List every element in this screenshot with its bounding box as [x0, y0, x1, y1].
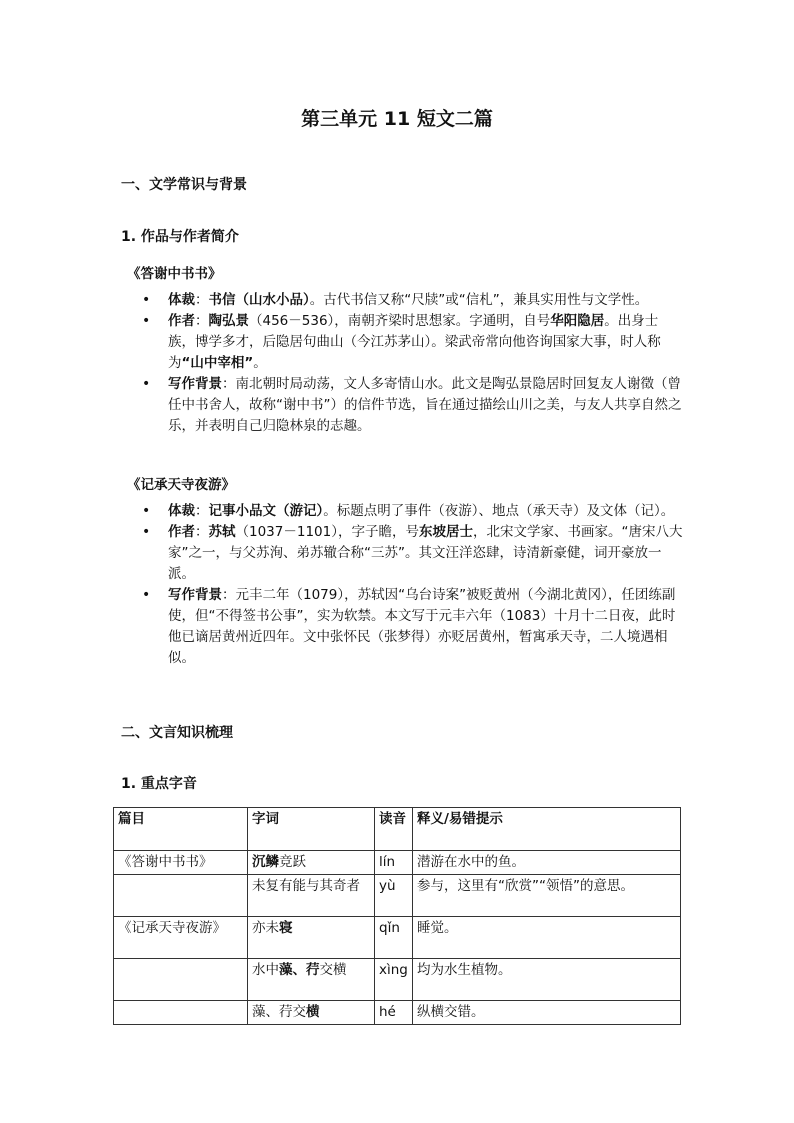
label-separator: ： [222, 587, 236, 603]
table-row [114, 917, 681, 959]
emphasis-text: “山中宰相” [181, 355, 254, 371]
bullet-label: 写作背景 [168, 587, 222, 603]
body-text: 。出身士族，博学多才，后隐居句曲山（今江苏茅山）。梁武帝常向他咨询国家大事，时人称为 [168, 313, 661, 371]
cell-pinyin: yù [375, 875, 413, 917]
word-text: 水中 [252, 962, 279, 978]
table-row [114, 1001, 681, 1025]
bullet-item [140, 522, 685, 585]
word-text: 未复有能与其奇者 [252, 878, 360, 894]
cell-meaning: 纵横交错。 [413, 1001, 681, 1025]
bullet-item [140, 585, 685, 669]
section2-sub1: 1. 重点字音 [121, 776, 197, 792]
work1-title: 《答谢中书书》 [127, 266, 222, 282]
cell-work [114, 959, 248, 1001]
key-character: 寝 [279, 920, 293, 936]
section2-heading: 二、文言知识梳理 [121, 725, 233, 741]
word-text: 交横 [319, 962, 347, 978]
cell-pinyin: xìng [375, 959, 413, 1001]
body-text: （456－536），南朝齐梁时思想家。字通明，自号 [249, 313, 551, 329]
bullet-item [140, 501, 685, 522]
work2-bullet-list [140, 501, 685, 669]
bullet-label: 写作背景 [168, 376, 222, 392]
label-separator: ： [195, 524, 209, 540]
section1-sub1: 1. 作品与作者简介 [121, 229, 239, 245]
emphasis-text: 华阳隐居 [550, 313, 605, 329]
body-text: ，北宋文学家、书画家。“唐宋八大家”之一，与父苏洵、弟苏辙合称“三苏”。其文汪洋恣肆，诗清新豪健，词开豪放一派。 [168, 524, 683, 582]
cell-word [248, 917, 375, 959]
emphasis-text: 东坡居士 [418, 524, 473, 540]
table-row [114, 851, 681, 875]
emphasis-text: 书信（山水小品） [208, 292, 310, 308]
pronunciation-table [113, 807, 681, 1025]
emphasis-text: 陶弘景 [208, 313, 249, 329]
body-text: 南北朝时局动荡，文人多寄情山水。此文是陶弘景隐居时回复友人谢徵（曾任中书舍人，故称“谢中书”）的信件节选，旨在通过描绘山川之美，与友人共享自然之乐，并表明自己归隐林泉的志趣。 [168, 376, 682, 434]
body-text: （1037－1101），字子瞻，号 [235, 524, 419, 540]
cell-word [248, 851, 375, 875]
cell-work [114, 1001, 248, 1025]
label-separator: ： [195, 313, 209, 329]
table-row [114, 875, 681, 917]
cell-pinyin: qǐn [375, 917, 413, 959]
cell-work: 《答谢中书书》 [114, 851, 248, 875]
body-text: 。古代书信又称“尺牍”或“信札”，兼具实用性与文学性。 [309, 292, 649, 308]
cell-meaning: 均为水生植物。 [413, 959, 681, 1001]
table-row [114, 959, 681, 1001]
key-character: 鳞 [265, 854, 279, 870]
cell-word [248, 1001, 375, 1025]
key-character: 藻、荇 [279, 962, 320, 978]
header-pinyin: 读音 [375, 808, 413, 851]
cell-meaning: 睡觉。 [413, 917, 681, 959]
word-text: 亦未 [252, 920, 279, 936]
key-character: 横 [306, 1004, 320, 1020]
word-text: 竞跃 [279, 854, 306, 870]
cell-meaning: 参与，这里有“欣赏”“领悟”的意思。 [413, 875, 681, 917]
emphasis-text: 记事小品文（游记） [208, 503, 324, 519]
cell-work: 《记承天寺夜游》 [114, 917, 248, 959]
bullet-item [140, 290, 685, 311]
label-separator: ： [195, 292, 209, 308]
work1-bullet-list [140, 290, 685, 437]
label-separator: ： [222, 376, 236, 392]
bullet-label: 作者 [168, 524, 195, 540]
cell-meaning: 潜游在水中的鱼。 [413, 851, 681, 875]
body-text: 元丰二年（1079），苏轼因“乌台诗案”被贬黄州（今湖北黄冈），任团练副使，但“不得签书公事”，实为软禁。本文写于元丰六年（1083）十月十二日夜，此时他已谪居黄州近四年。文中张怀民（张梦得）亦贬居黄州，暂寓承天寺，二人境遇相似。 [168, 587, 676, 666]
bullet-label: 体裁 [168, 292, 195, 308]
key-character: 沉 [252, 854, 266, 870]
cell-work [114, 875, 248, 917]
word-text: 藻、荇交 [252, 1004, 306, 1020]
header-work: 篇目 [114, 808, 248, 851]
bullet-item [140, 374, 685, 437]
body-text: 。标题点明了事件（夜游）、地点（承天寺）及文体（记）。 [323, 503, 675, 519]
table-header-row [114, 808, 681, 851]
work2-title: 《记承天寺夜游》 [127, 477, 235, 493]
bullet-item [140, 311, 685, 374]
body-text: 。 [253, 355, 267, 371]
cell-word [248, 959, 375, 1001]
label-separator: ： [195, 503, 209, 519]
section1-heading: 一、文学常识与背景 [121, 177, 247, 193]
header-meaning: 释义/易错提示 [413, 808, 681, 851]
bullet-label: 体裁 [168, 503, 195, 519]
page-title: 第三单元 11 短文二篇 [301, 108, 493, 130]
cell-pinyin: hé [375, 1001, 413, 1025]
emphasis-text: 苏轼 [208, 524, 236, 540]
cell-pinyin: lín [375, 851, 413, 875]
cell-word [248, 875, 375, 917]
bullet-label: 作者 [168, 313, 195, 329]
header-word: 字词 [248, 808, 375, 851]
